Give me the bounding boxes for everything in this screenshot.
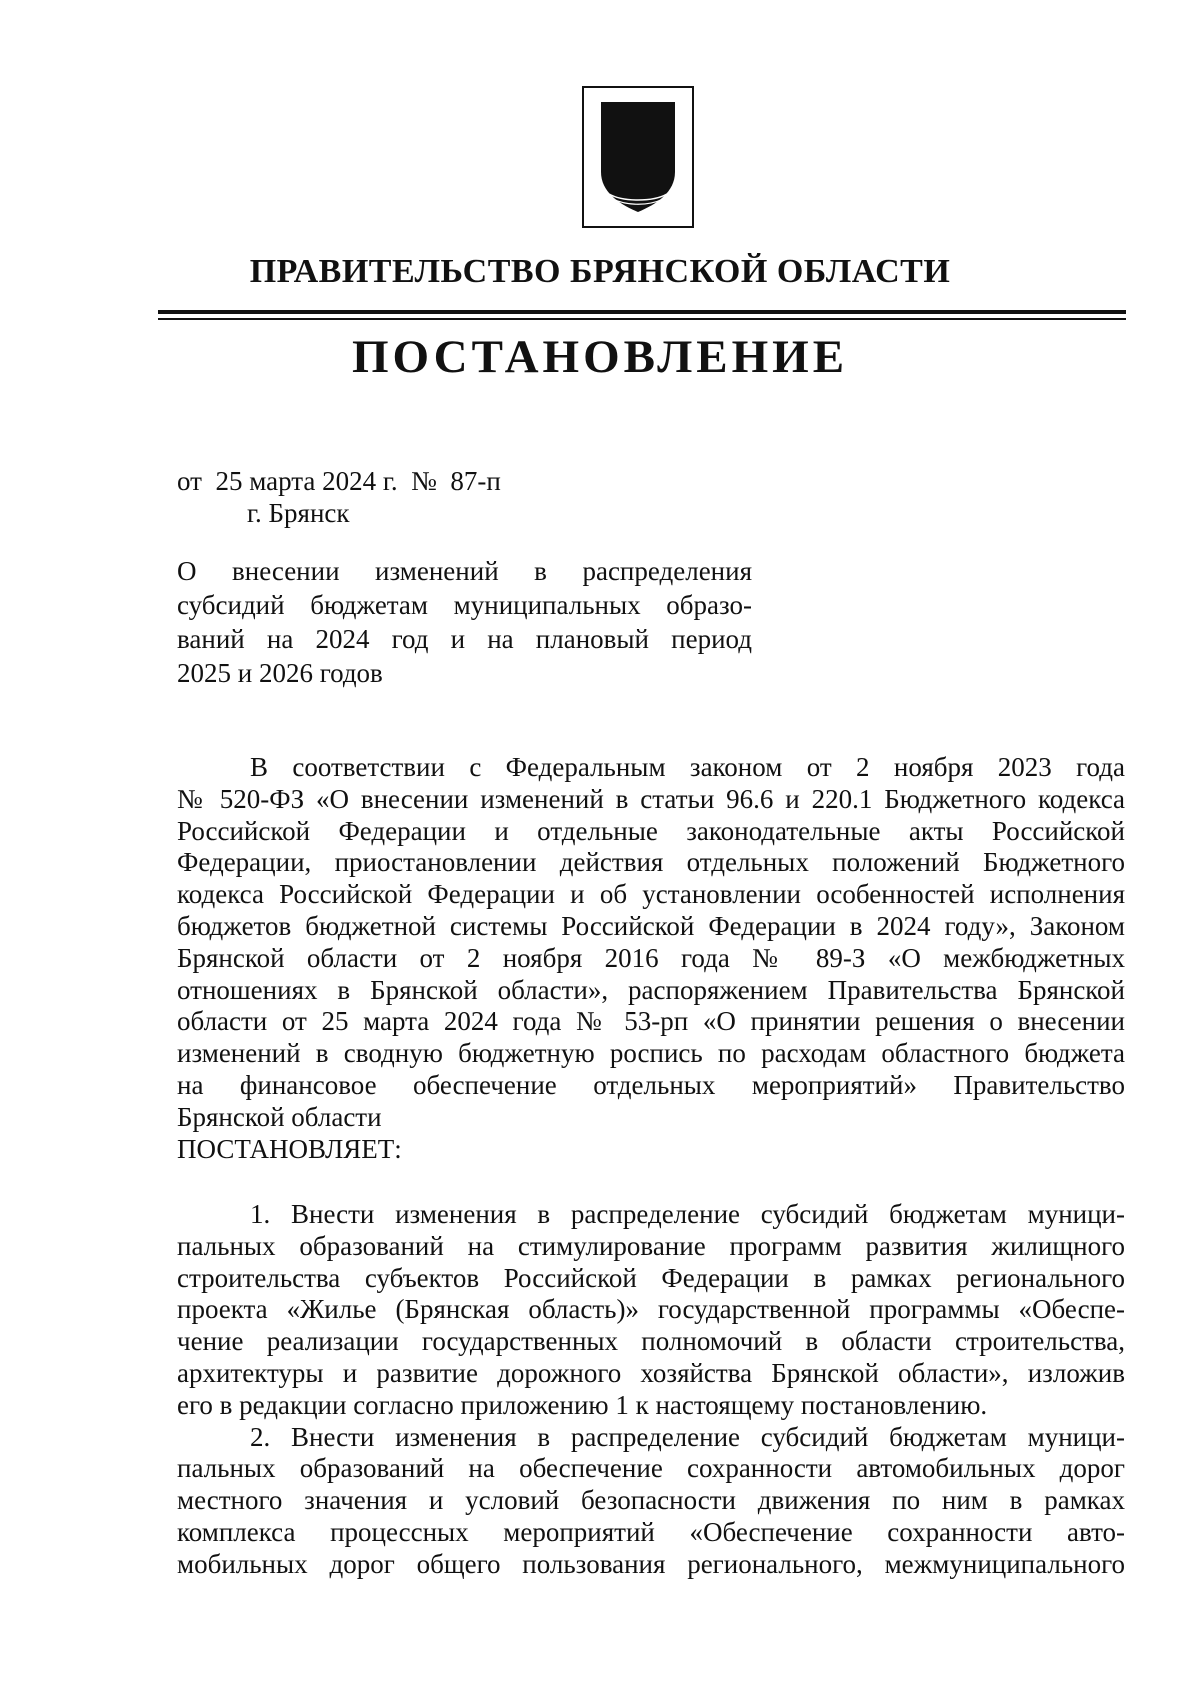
subject-line: субсидий бюджетам муниципальных образо- — [177, 590, 752, 620]
preamble-line: Федерации, приостановлении действия отдельных положений Бюджетного — [177, 847, 1125, 878]
subject-line: О внесении изменений в распределения — [177, 556, 752, 586]
document-subject — [177, 554, 752, 690]
item-1-line: чение реализации государственных полномочий в области строительства, — [177, 1326, 1125, 1357]
preamble-line: Брянской области — [177, 1101, 382, 1132]
coat-of-arms-emblem — [582, 86, 694, 228]
preamble-line: изменений в сводную бюджетную роспись по расходам областного бюджета — [177, 1038, 1125, 1069]
item-1-line: пальных образований на стимулирование программ развития жилищного — [177, 1230, 1125, 1261]
preamble-line: бюджетов бюджетной системы Российской Федерации в 2024 году», Законом — [177, 910, 1125, 941]
decree-word: ПОСТАНОВЛЯЕТ: — [177, 1133, 402, 1164]
item-1-line: строительства субъектов Российской Федерации в рамках регионального — [177, 1262, 1125, 1293]
header-rule-thin — [158, 318, 1126, 320]
item-2-line: комплекса процессных мероприятий «Обеспечение сохранности авто- — [177, 1516, 1125, 1547]
subject-line: 2025 и 2026 годов — [177, 658, 383, 688]
preamble-line: № 520-ФЗ «О внесении изменений в статьи 96.6 и 220.1 Бюджетного кодекса — [177, 783, 1125, 814]
date-number-line: от 25 марта 2024 г. № 87-п — [177, 466, 501, 496]
item-2-line: местного значения и условий безопасности движения по ним в рамках — [177, 1485, 1125, 1516]
decree-items — [177, 1199, 1125, 1581]
preamble-line: Российской Федерации и отдельные законодательные акты Российской — [177, 815, 1125, 846]
item-2-line: пальных образований на обеспечение сохранности автомобильных дорог — [177, 1453, 1125, 1484]
item-1-line: 1. Внести изменения в распределение субсидий бюджетам муници- — [250, 1199, 1125, 1229]
subject-line: ваний на 2024 год и на плановый период — [177, 624, 752, 654]
preamble-line: Брянской области от 2 ноября 2016 года № 89-З «О межбюджетных — [177, 942, 1125, 973]
shield-icon — [597, 98, 679, 216]
item-2-line: 2. Внести изменения в распределение субсидий бюджетам муници- — [250, 1421, 1125, 1452]
item-1-line: архитектуры и развитие дорожного хозяйства Брянской области», изложив — [177, 1357, 1125, 1388]
preamble-line: области от 25 марта 2024 года № 53-рп «О принятии решения о внесении — [177, 1006, 1125, 1037]
document-type-heading: ПОСТАНОВЛЕНИЕ — [351, 331, 849, 383]
preamble-line: на финансовое обеспечение отдельных мероприятий» Правительство — [177, 1069, 1125, 1100]
item-2-line: мобильных дорог общего пользования регионального, межмуниципального — [177, 1548, 1125, 1579]
item-1-line: его в редакции согласно приложению 1 к настоящему постановлению. — [177, 1389, 988, 1420]
organization-title: ПРАВИТЕЛЬСТВО БРЯНСКОЙ ОБЛАСТИ — [249, 253, 951, 290]
item-1-line: проекта «Жилье (Брянская область)» государственной программы «Обеспе- — [177, 1294, 1125, 1325]
preamble-line: отношениях в Брянской области», распоряжением Правительства Брянской — [177, 974, 1125, 1005]
preamble-line: В соответствии с Федеральным законом от 2 ноября 2023 года — [250, 752, 1125, 782]
header-rule-thick — [158, 310, 1126, 314]
city-line: г. Брянск — [247, 498, 350, 528]
preamble-paragraph — [177, 752, 1125, 1165]
preamble-line: кодекса Российской Федерации и об установлении особенностей исполнения — [177, 879, 1125, 910]
